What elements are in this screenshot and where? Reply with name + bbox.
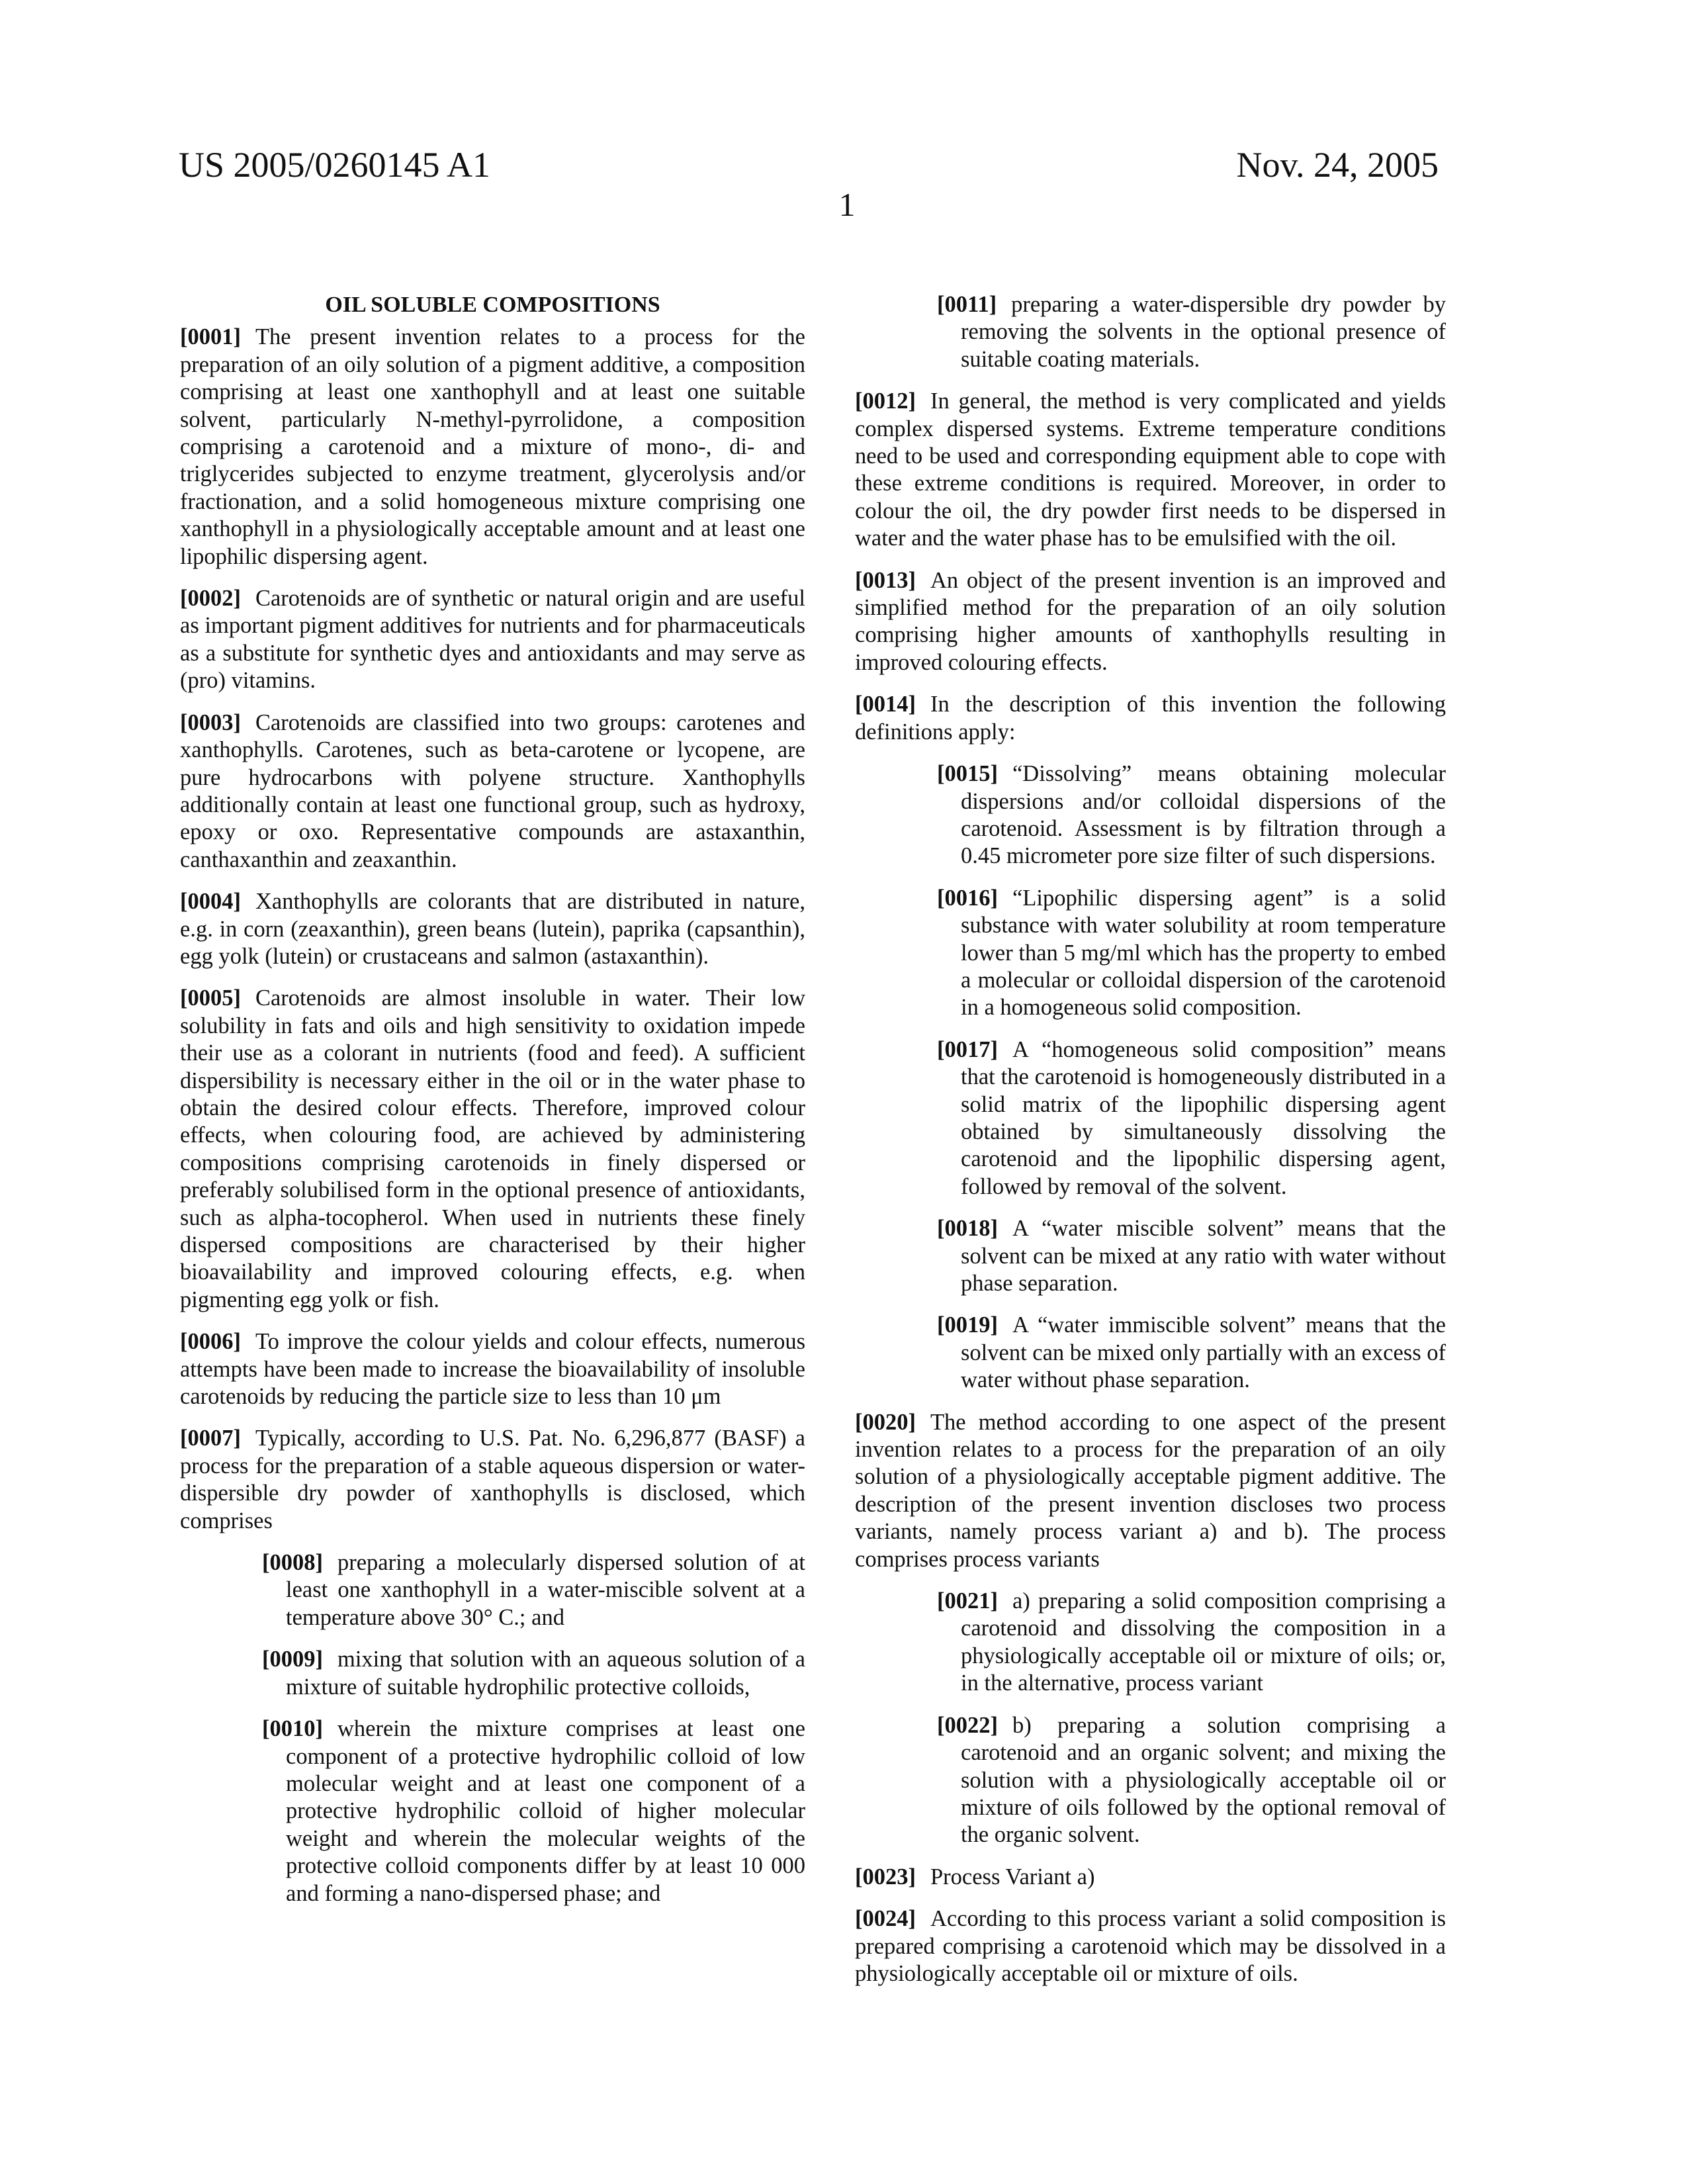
paragraph	[855, 567, 1446, 677]
paragraph-number: [0021]	[937, 1588, 998, 1614]
paragraph	[855, 388, 1446, 552]
paragraph-text: According to this process variant a solid composition is prepared comprising a carotenoid which may be dissolved in a physiologically acceptable oil or mixture of oils.	[855, 1906, 1446, 1986]
paragraph	[180, 324, 805, 570]
paragraph	[937, 1312, 1446, 1394]
paragraph-number: [0002]	[180, 586, 241, 611]
paragraph-text: Carotenoids are of synthetic or natural origin and are useful as important pigment additives for nutrients and for pharmaceuticals as a substitute for synthetic dyes and antioxidants and may serve as (pro) vitamins.	[180, 586, 805, 693]
paragraph	[180, 709, 805, 874]
page-number: 1	[0, 185, 1694, 224]
paragraph-text: Process Variant a)	[930, 1864, 1094, 1889]
paragraph	[180, 985, 805, 1314]
paragraph	[937, 1036, 1446, 1201]
paragraph-text: Carotenoids are almost insoluble in water. Their low solubility in fats and oils and high sensitivity to oxidation impede their use as a colorant in nutrients (food and feed). A sufficient dispersibility is necessary either in the oil or in the water phase to obtain the desired colour effects. Therefore, improved colour effects, when colouring food, are achieved by administering compositions comprising carotenoids in finely dispersed or preferably solubilised form in the optional presence of antioxidants, such as alpha-tocopherol. When used in nutrients these finely dispersed compositions are characterised by their higher bioavailability and improved colouring effects, e.g. when pigmenting egg yolk or fish.	[180, 985, 805, 1312]
paragraph-number: [0006]	[180, 1329, 241, 1354]
paragraph-text: The method according to one aspect of the present invention relates to a process for the preparation of an oily solution of a physiologically acceptable pigment additive. The description of the present invention discloses two process variants, namely process variant a) and b). The process comprises process variants	[855, 1410, 1446, 1572]
paragraph	[855, 1905, 1446, 1987]
paragraph-number: [0008]	[262, 1550, 323, 1575]
paragraph-text: In general, the method is very complicated and yields complex dispersed systems. Extreme temperature conditions need to be used and corresponding equipment able to cope with these extreme conditions is required. Moreover, in order to colour the oil, the dry powder first needs to be dispersed in water and the water phase has to be emulsified with the oil.	[855, 388, 1446, 551]
paragraph-number: [0014]	[855, 692, 916, 717]
paragraph-text: To improve the colour yields and colour effects, numerous attempts have been made to increase the bioavailability of insoluble carotenoids by reducing the particle size to less than 10 μm	[180, 1329, 805, 1409]
paragraph	[937, 760, 1446, 870]
paragraph	[180, 585, 805, 695]
paragraph	[180, 1425, 805, 1535]
paragraph-text: wherein the mixture comprises at least one component of a protective hydrophilic colloid of low molecular weight and at least one component of a protective hydrophilic colloid of higher molecular weight and wherein the molecular weights of the protective colloid components differ by at least 10 000 and forming a nano-dispersed phase; and	[286, 1716, 805, 1905]
paragraph	[262, 1549, 805, 1631]
publication-number: US 2005/0260145 A1	[179, 144, 490, 185]
publication-date: Nov. 24, 2005	[1237, 144, 1439, 185]
paragraph-text: “Dissolving” means obtaining molecular dispersions and/or colloidal dispersions of the carotenoid. Assessment is by filtration through a 0.45 micrometer pore size filter of such dispersions.	[961, 761, 1446, 868]
paragraph-number: [0019]	[937, 1312, 998, 1338]
paragraph	[180, 888, 805, 970]
paragraph-number: [0004]	[180, 889, 241, 914]
paragraph-number: [0011]	[937, 292, 997, 317]
paragraph-text: A “water miscible solvent” means that the solvent can be mixed at any ratio with water without phase separation.	[961, 1216, 1446, 1296]
paragraph-number: [0010]	[262, 1716, 323, 1741]
paragraph-text: In the description of this invention the following definitions apply:	[855, 692, 1446, 744]
paragraph-number: [0022]	[937, 1713, 998, 1738]
paragraph-number: [0013]	[855, 568, 916, 593]
left-column	[180, 291, 805, 1922]
paragraph	[855, 691, 1446, 746]
paragraph-number: [0007]	[180, 1426, 241, 1451]
paragraph-text: “Lipophilic dispersing agent” is a solid substance with water solubility at room temperature lower than 5 mg/ml which has the property to embed a molecular or colloidal dispersion of the carotenoid in a homogeneous solid composition.	[961, 886, 1446, 1021]
paragraph-number: [0016]	[937, 886, 998, 911]
right-column	[855, 291, 1446, 2002]
paragraph-text: A “water immiscible solvent” means that the solvent can be mixed only partially with an excess of water without phase separation.	[961, 1312, 1446, 1392]
paragraph-number: [0001]	[180, 324, 241, 349]
paragraph-number: [0024]	[855, 1906, 916, 1931]
paragraph-text: Carotenoids are classified into two groups: carotenes and xanthophylls. Carotenes, such as beta-carotene or lycopene, are pure hydrocarbons with polyene structure. Xanthophylls additionally contain at least one functional group, such as hydroxy, epoxy or oxo. Representative compounds are astaxanthin, canthaxanthin and zeaxanthin.	[180, 710, 805, 872]
paragraph-text: A “homogeneous solid composition” means that the carotenoid is homogeneously distributed in a solid matrix of the lipophilic dispersing agent obtained by simultaneously dissolving the carotenoid and the lipophilic dispersing agent, followed by removal of the solvent.	[961, 1037, 1446, 1199]
paragraph	[937, 885, 1446, 1022]
paragraph-number: [0017]	[937, 1037, 998, 1062]
paragraph-number: [0015]	[937, 761, 998, 786]
paragraph-number: [0023]	[855, 1864, 916, 1889]
paragraph-text: mixing that solution with an aqueous solution of a mixture of suitable hydrophilic protective colloids,	[286, 1647, 805, 1699]
paragraph-text: An object of the present invention is an improved and simplified method for the preparation of an oily solution comprising higher amounts of xanthophylls resulting in improved colouring effects.	[855, 568, 1446, 675]
paragraph-text: preparing a water-dispersible dry powder by removing the solvents in the optional presence of suitable coating materials.	[961, 292, 1446, 372]
paragraph-number: [0012]	[855, 388, 916, 414]
paragraph	[937, 291, 1446, 373]
paragraph-text: b) preparing a solution comprising a carotenoid and an organic solvent; and mixing the solution with a physiologically acceptable oil or mixture of oils followed by the optional removal of the organic solvent.	[961, 1713, 1446, 1848]
paragraph-text: Xanthophylls are colorants that are distributed in nature, e.g. in corn (zeaxanthin), green beans (lutein), paprika (capsanthin), egg yolk (lutein) or crustaceans and salmon (astaxanthin).	[180, 889, 805, 969]
paragraph-number: [0018]	[937, 1216, 998, 1241]
paragraph-number: [0003]	[180, 710, 241, 735]
paragraph-number: [0009]	[262, 1647, 323, 1672]
paragraph	[937, 1588, 1446, 1698]
paragraph-number: [0020]	[855, 1410, 916, 1435]
paragraph	[262, 1646, 805, 1701]
paragraph	[262, 1715, 805, 1907]
paragraph	[855, 1864, 1446, 1891]
paragraph-text: The present invention relates to a process for the preparation of an oily solution of a pigment additive, a composition comprising at least one xanthophyll and at least one suitable solvent, particularly N-methyl-pyrrolidone, a composition comprising a carotenoid and a mixture of mono-, di- and triglycerides subjected to enzyme treatment, glycerolysis and/or fractionation, and a solid homogeneous mixture comprising one xanthophyll in a physiologically acceptable amount and at least one lipophilic dispersing agent.	[180, 324, 805, 569]
paragraph	[937, 1215, 1446, 1297]
document-title: OIL SOLUBLE COMPOSITIONS	[180, 291, 805, 318]
paragraph-number: [0005]	[180, 985, 241, 1011]
paragraph	[937, 1712, 1446, 1849]
paragraph-text: preparing a molecularly dispersed solution of at least one xanthophyll in a water-miscible solvent at a temperature above 30° C.; and	[286, 1550, 805, 1630]
paragraph	[855, 1409, 1446, 1573]
paragraph	[180, 1328, 805, 1410]
paragraph-text: a) preparing a solid composition comprising a carotenoid and dissolving the composition in a physiologically acceptable oil or mixture of oils; or, in the alternative, process variant	[961, 1588, 1446, 1696]
paragraph-text: Typically, according to U.S. Pat. No. 6,296,877 (BASF) a process for the preparation of a stable aqueous dispersion or water-dispersible dry powder of xanthophylls is disclosed, which comprises	[180, 1426, 805, 1533]
